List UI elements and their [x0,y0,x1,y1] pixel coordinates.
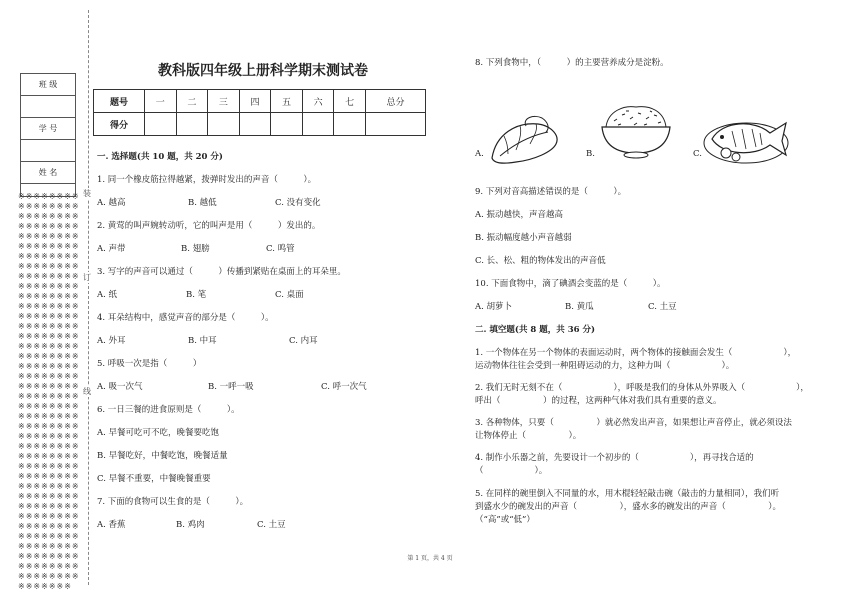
q10-option-a[interactable]: A. 胡萝卜 [475,302,513,312]
q1-option-c[interactable]: C. 没有变化 [275,198,321,208]
q10-option-b[interactable]: B. 黄瓜 [565,302,594,312]
q4-option-a[interactable]: A. 外耳 [97,336,126,346]
class-label: 班 级 [21,74,76,96]
q7-option-c[interactable]: C. 土豆 [257,520,286,530]
fill-1-line-1: 1. 一个物体在另一个物体的表面运动时，两个物体的接触面会发生（ ）， [475,348,797,358]
score-header-cell: 七 [334,90,366,113]
q3-option-c[interactable]: C. 桌面 [275,290,304,300]
score-header-cell: 六 [302,90,334,113]
question-5: 5. 呼吸一次是指（ ） [97,359,202,369]
question-4: 4. 耳朵结构中，感觉声音的部分是（ ）。 [97,313,274,323]
fill-5-line-2: 到盛水少的碗发出的声音（ ），盛水多的碗发出的声音（ ）。 [475,502,782,512]
fill-4-line-2: （ ）。 [475,466,548,476]
question-8: 8. 下列食物中，（ ）的主要营养成分是淀粉。 [475,58,669,68]
q2-option-b[interactable]: B. 翅膀 [181,244,210,254]
score-header-cell: 一 [145,90,177,113]
q2-option-c[interactable]: C. 鸣管 [266,244,295,254]
rice-bowl-image [600,103,672,161]
q5-option-a[interactable]: A. 吸一次气 [97,382,143,392]
section-choice-heading: 一. 选择题(共 10 题，共 20 分) [97,152,223,162]
fish-plate-image [702,113,790,165]
student-info-table [20,73,76,197]
q3-option-b[interactable]: B. 笔 [186,290,207,300]
score-header-cell: 题号 [94,90,145,113]
fill-5-line-3: （“高”或“低”） [475,515,535,525]
decorative-dots: ※※※※※※※※※※※※※※※※※※※※※※※※※※※※※※※※※※※※※※※※※※※※※※※※※※※※※※※※※※※※※※※※※※※※※※※※※※※※※※※※※※※※※※※※※※※※※※※※※※※※※※※※※※※※※※※※※※※※※※※※※※※※※※※※※※※※※※※※※※※※※※※※※※※※※※※※※※※※※※※※※※※※※※※※※※※※※※※※※※※※※※※※※※※※※※※※※※※※※※※※※※※※※※※※※※※※※※※※※※※※※※※※※※※※※※※※※※※※※※※※※※※※※※※※※※※※※※※※※※※※※※※※※※※※※※※※※※※※※※※※※※※※※※※※※※※※※※※※※※※※※※※※※※※※※※※※※※※※※※※ [18,192,80,591]
q8-option-b[interactable]: B. [586,149,595,159]
q6-option-b[interactable]: B. 早餐吃好，中餐吃饱，晚餐适量 [97,451,228,461]
cabbage-image [486,114,564,166]
question-9: 9. 下列对音高描述错误的是（ ）。 [475,187,627,197]
name-label: 姓 名 [21,162,76,184]
fill-1-line-2: 运动物体往往会受到一种阻碍运动的力，这种力叫（ ）。 [475,361,735,371]
score-table-header-row [94,90,426,113]
score-header-cell: 四 [239,90,271,113]
score-cell[interactable] [334,113,366,136]
q6-option-a[interactable]: A. 早餐可吃可不吃，晚餐要吃饱 [97,428,220,438]
student-number-label: 学 号 [21,118,76,140]
question-6: 6. 一日三餐的进食原则是（ ）。 [97,405,240,415]
score-cell[interactable] [239,113,271,136]
section-fill-heading: 二. 填空题(共 8 题，共 36 分) [475,325,596,335]
binding-char-zhuang: 装 [83,189,91,198]
score-cell[interactable] [271,113,303,136]
score-cell[interactable] [176,113,208,136]
page-footer: 第 1 页，共 4 页 [407,555,453,562]
q3-option-a[interactable]: A. 纸 [97,290,118,300]
score-header-cell: 三 [208,90,240,113]
question-3: 3. 写字的声音可以通过（ ）传播到紧贴在桌面上的耳朵里。 [97,267,346,277]
score-cell[interactable] [365,113,425,136]
fill-3-line-1: 3. 各种物体，只要（ ）就必然发出声音，如果想让声音停止，就必须设法 [475,418,792,428]
score-cell[interactable] [145,113,177,136]
q4-option-b[interactable]: B. 中耳 [188,336,217,346]
question-1: 1. 同一个橡皮筋拉得越紧，拨弹时发出的声音（ ）。 [97,175,317,185]
question-7: 7. 下面的食物可以生食的是（ ）。 [97,497,249,507]
q9-option-c[interactable]: C. 长、松、粗的物体发出的声音低 [475,256,606,266]
q2-option-a[interactable]: A. 声带 [97,244,126,254]
q8-option-a[interactable]: A. [475,149,484,159]
fill-4-line-1: 4. 制作小乐器之前，先要设计一个初步的（ ），再寻找合适的 [475,453,754,463]
student-number-field[interactable] [21,140,76,162]
question-10: 10. 下面食物中，滴了碘酒会变蓝的是（ ）。 [475,279,666,289]
q5-option-b[interactable]: B. 一呼一吸 [208,382,254,392]
q7-option-a[interactable]: A. 香蕉 [97,520,126,530]
score-header-cell: 总分 [365,90,425,113]
q5-option-c[interactable]: C. 呼一次气 [321,382,367,392]
fill-3-line-2: 让物体停止（ ）。 [475,431,582,441]
class-field[interactable] [21,96,76,118]
q8-option-c[interactable]: C. [693,149,702,159]
fill-2-line-2: 呼出（ ）的过程，这两种气体对我们具有重要的意义。 [475,396,722,406]
q7-option-b[interactable]: B. 鸡肉 [176,520,205,530]
score-header-cell: 二 [176,90,208,113]
q1-option-b[interactable]: B. 越低 [188,198,217,208]
score-cell[interactable] [208,113,240,136]
score-row-label: 得分 [94,113,145,136]
binding-char-xian: 线 [83,387,91,396]
question-2: 2. 黄莺的叫声婉转动听，它的叫声是用（ ）发出的。 [97,221,321,231]
binding-char-ding: 订 [83,273,91,282]
q4-option-c[interactable]: C. 内耳 [289,336,318,346]
q9-option-a[interactable]: A. 振动越快，声音越高 [475,210,564,220]
score-header-cell: 五 [271,90,303,113]
fill-5-line-1: 5. 在同样的碗里倒入不同量的水，用木棍轻轻敲击碗（敲击的力量相同），我们听 [475,489,780,499]
q1-option-a[interactable]: A. 越高 [97,198,126,208]
score-cell[interactable] [302,113,334,136]
page-title: 教科版四年级上册科学期末测试卷 [158,63,368,79]
binding-line [88,10,89,585]
q6-option-c[interactable]: C. 早餐不重要，中餐晚餐重要 [97,474,211,484]
q10-option-c[interactable]: C. 土豆 [648,302,677,312]
fill-2-line-1: 2. 我们无时无刻不在（ ），呼吸是我们的身体从外界吸入（ ）， [475,383,809,393]
score-table-score-row [94,113,426,136]
q9-option-b[interactable]: B. 振动幅度越小声音越弱 [475,233,572,243]
score-table [93,89,426,136]
